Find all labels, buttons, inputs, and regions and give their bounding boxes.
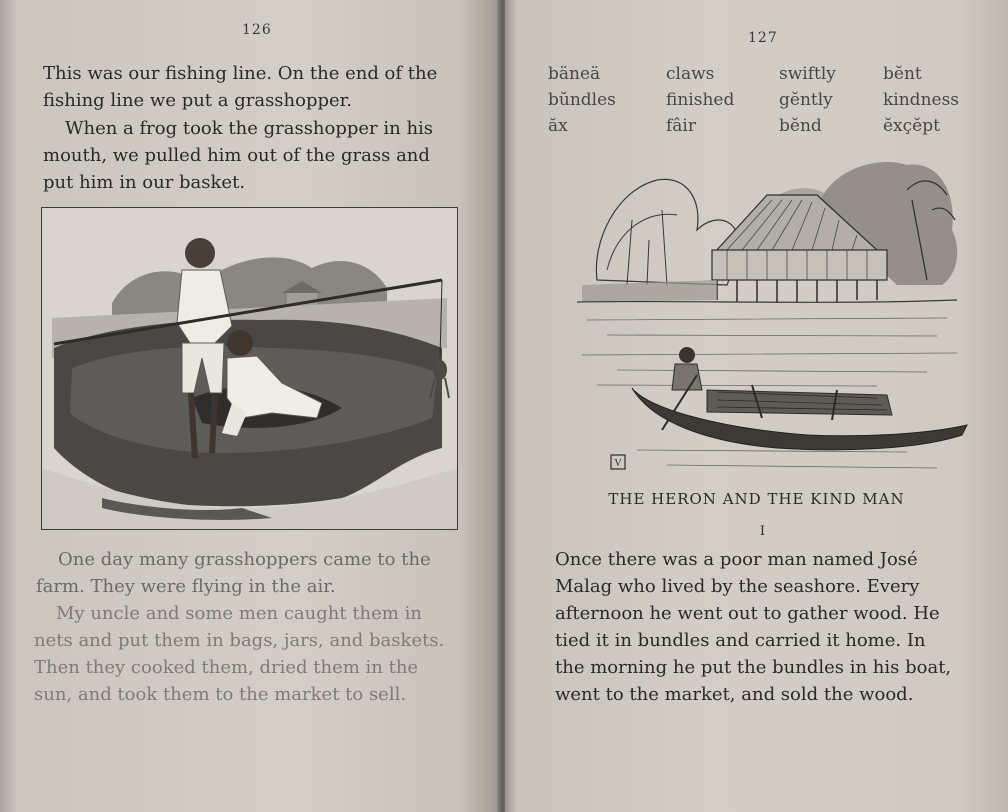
text-line: put him in our basket. (43, 172, 246, 193)
vocab-word: ăx (548, 116, 568, 136)
text-line: nets and put them in bags, jars, and baskets. (34, 630, 445, 651)
text-line: One day many grasshoppers came to the (58, 549, 431, 570)
page-number: 126 (242, 22, 272, 38)
vocab-word: gĕntly (779, 90, 833, 110)
paragraph (43, 60, 437, 114)
vocab-word: kindness (883, 90, 960, 110)
illustrator-monogram: V (614, 458, 622, 469)
vocab-word: finished (666, 90, 735, 110)
story-paragraph (555, 546, 951, 708)
text-line: afternoon he went out to gather wood. He (555, 603, 940, 624)
text-line: farm. They were flying in the air. (36, 576, 336, 597)
text-line: tied it in bundles and carried it home. In (555, 630, 926, 651)
text-line: fishing line we put a grasshopper. (43, 90, 353, 111)
text-line: This was our fishing line. On the end of the (43, 63, 438, 84)
story-title: THE HERON AND THE KIND MAN (608, 490, 905, 508)
paragraph (34, 600, 444, 708)
paragraph (43, 115, 433, 196)
vocabulary-list (548, 64, 988, 140)
text-line: sun, and took them to the market to sell. (34, 684, 407, 705)
vocab-word: bäneä (548, 64, 601, 84)
section-number: I (759, 524, 766, 539)
page-number: 127 (748, 30, 778, 46)
text-line: mouth, we pulled him out of the grass and (43, 145, 430, 166)
right-page (505, 0, 1008, 812)
vocab-word: ĕxçĕpt (883, 116, 940, 136)
paragraph (36, 546, 431, 600)
text-line: the morning he put the bundles in his boat, (555, 657, 952, 678)
man-in-boat-illustration (577, 150, 969, 480)
boys-fishing-for-frogs-illustration (41, 207, 458, 530)
vocab-word: swiftly (779, 64, 836, 84)
text-line: When a frog took the grasshopper in his (65, 118, 434, 139)
text-line: My uncle and some men caught them in (56, 603, 422, 624)
text-line: Malag who lived by the seashore. Every (555, 576, 920, 597)
vocab-word: bĕnt (883, 64, 922, 84)
vocab-word: claws (666, 64, 715, 84)
left-page (0, 0, 500, 812)
vocab-word: fâir (666, 116, 696, 136)
text-line: Then they cooked them, dried them in the (34, 657, 419, 678)
text-line: Once there was a poor man named José (555, 549, 918, 570)
vocab-word: bŭndles (548, 90, 616, 110)
text-line: went to the market, and sold the wood. (555, 684, 914, 705)
vocab-word: bĕnd (779, 116, 822, 136)
